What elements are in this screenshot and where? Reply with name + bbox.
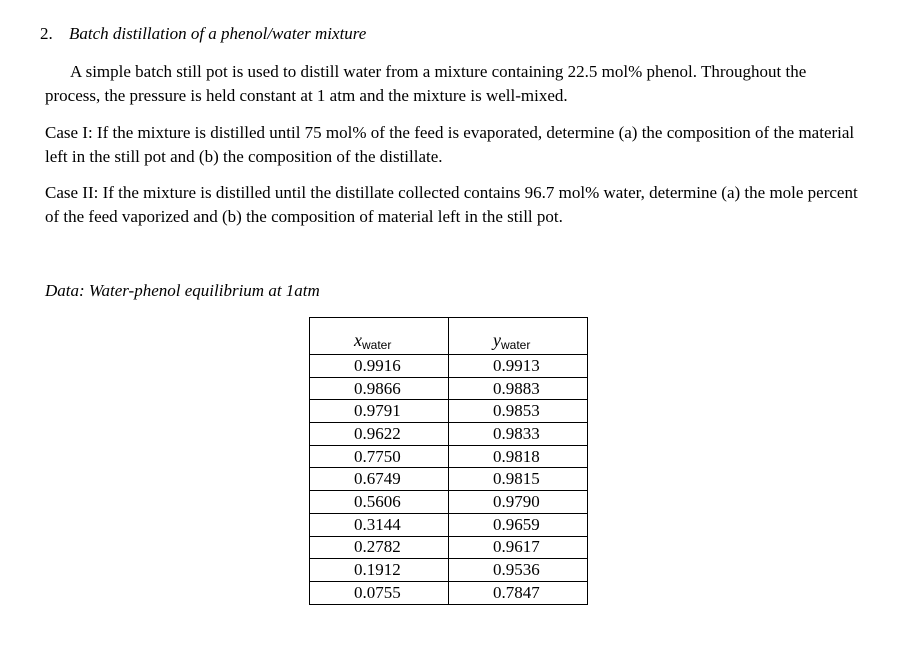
table-body [310,355,588,605]
table-row [310,491,588,514]
y-water-cell: 0.9853 [449,400,588,423]
table-row [310,513,588,536]
y-symbol: y [493,330,501,350]
table-row [310,536,588,559]
x-water-cell: 0.9916 [310,355,449,378]
x-water-cell: 0.2782 [310,536,449,559]
x-water-cell: 0.9791 [310,400,449,423]
table-row [310,559,588,582]
y-water-header [449,318,588,355]
table-row [310,400,588,423]
table-row [310,468,588,491]
x-symbol: x [354,330,362,350]
x-water-cell: 0.1912 [310,559,449,582]
data-caption: Data: Water-phenol equilibrium at 1atm [45,281,320,300]
problem-title: Batch distillation of a phenol/water mixture [69,24,367,43]
table-row [310,581,588,604]
y-water-cell: 0.9818 [449,445,588,468]
x-water-cell: 0.6749 [310,468,449,491]
y-water-cell: 0.7847 [449,581,588,604]
equilibrium-table [309,317,588,605]
y-water-cell: 0.9815 [449,468,588,491]
y-water-cell: 0.9536 [449,559,588,582]
y-water-cell: 0.9913 [449,355,588,378]
x-water-cell: 0.9866 [310,377,449,400]
problem-heading [40,23,366,45]
y-water-cell: 0.9883 [449,377,588,400]
y-water-cell: 0.9659 [449,513,588,536]
problem-number: 2. [40,24,53,43]
x-water-cell: 0.9622 [310,423,449,446]
intro-paragraph [45,60,865,108]
table-row [310,445,588,468]
x-water-cell: 0.5606 [310,491,449,514]
case-2-paragraph: Case II: If the mixture is distilled until the distillate collected contains 96.7 mol% water, determine (a) the mole percent of the feed vaporized and (b) the composition of material left in the still pot. [45,183,858,226]
y-water-cell: 0.9617 [449,536,588,559]
x-water-cell: 0.0755 [310,581,449,604]
x-water-cell: 0.3144 [310,513,449,536]
intro-text: A simple batch still pot is used to distill water from a mixture containing 22.5 mol% phenol. Throughout the process, the pressure is held constant at 1 atm and the mixture is well-mixed. [45,62,807,105]
table-row [310,355,588,378]
x-water-cell: 0.7750 [310,445,449,468]
x-subscript: water [362,338,392,352]
table-row [310,377,588,400]
table-row [310,423,588,446]
case-1-paragraph: Case I: If the mixture is distilled until 75 mol% of the feed is evaporated, determine (a) the composition of the material left in the still pot and (b) the composition of the distillate. [45,123,855,166]
table-header-row [310,318,588,355]
y-water-cell: 0.9790 [449,491,588,514]
y-subscript: water [501,338,531,352]
x-water-header [310,318,449,355]
y-water-cell: 0.9833 [449,423,588,446]
